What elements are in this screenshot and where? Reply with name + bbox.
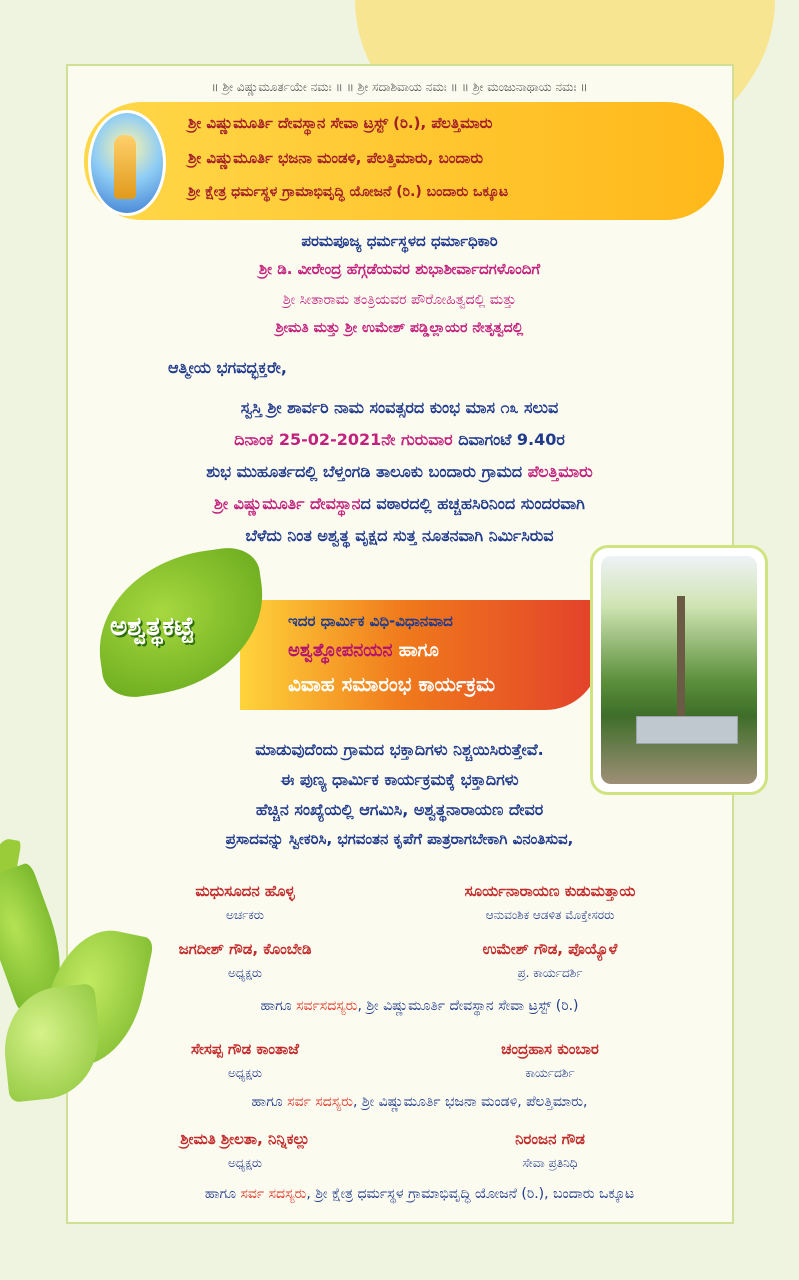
invite-line-3: ಹೆಚ್ಚಿನ ಸಂಖ್ಯೆಯಲ್ಲಿ ಆಗಮಿಸಿ, ಅಶ್ವತ್ಥನಾರಾಯಣ ದೇವರ bbox=[255, 800, 544, 819]
ceremony-line-2 bbox=[288, 640, 439, 661]
signatory-name: ಉಮೇಶ್ ಗೌಡ, ಪೊಯ್ಯೊಳೆ bbox=[482, 940, 618, 958]
signatory-role: ಅಧ್ಯಕ್ಷರು bbox=[228, 1156, 262, 1170]
ceremony-line-3: ವಿವಾಹ ಸಮಾರಂಭ ಕಾರ್ಯಕ್ರಮ bbox=[288, 672, 496, 696]
signatory-role: ಅಧ್ಯಕ್ಷರು bbox=[228, 1066, 262, 1080]
body-line-4 bbox=[0, 494, 799, 514]
signatory-role: ಪ್ರ. ಕಾರ್ಯದರ್ಶಿ bbox=[517, 966, 583, 980]
blessing-line-1: ಪರಮಪೂಜ್ಯ ಧರ್ಮಸ್ಥಳದ ಧರ್ಮಾಧಿಕಾರಿ bbox=[301, 232, 498, 250]
mantra-line: ॥ ಶ್ರೀ ವಿಷ್ಣುಮೂರ್ತಯೇ ನಮಃ ॥ ॥ ಶ್ರೀ ಸದಾಶಿವಾಯ ನಮಃ ॥ ॥ ಶ್ರೀ ಮಂಜುನಾಥಾಯ ನಮಃ ॥ bbox=[211, 80, 588, 94]
body-line-3-text: ಶುಭ ಮುಹೂರ್ತದಲ್ಲಿ ಬೆಳ್ತಂಗಡಿ ತಾಲೂಕು ಬಂದಾರು ಗ್ರಾಮದ bbox=[206, 462, 528, 481]
signatory-role: ಅರ್ಚಕರು bbox=[226, 908, 264, 922]
blessing-line-2: ಶ್ರೀ ಡಿ. ವೀರೇಂದ್ರ ಹೆಗ್ಗಡೆಯವರ ಶುಭಾಶೀರ್ವಾದಗಳೊಂದಿಗೆ bbox=[258, 260, 541, 278]
footer-and: ಹಾಗೂ bbox=[260, 998, 297, 1014]
invite-line-1: ಮಾಡುವುದೆಂದು ಗ್ರಾಮದ ಭಕ್ತಾದಿಗಳು ನಿಶ್ಚಯಿಸಿರುತ್ತೇವೆ. bbox=[255, 740, 544, 759]
signatory-name: ಮಧುಸೂದನ ಹೊಳ್ಳ bbox=[195, 882, 295, 900]
signatory-name: ಶ್ರೀಮತಿ ಶ್ರೀಲತಾ, ನಿನ್ನಿಕಲ್ಲು bbox=[180, 1130, 310, 1148]
body-line-3 bbox=[0, 462, 799, 482]
banner-line-3: ಶ್ರೀ ಕ್ಷೇತ್ರ ಧರ್ಮಸ್ಥಳ ಗ್ರಾಮಾಭಿವೃದ್ಧಿ ಯೋಜನೆ (ರಿ.) ಬಂದಾರು ಒಕ್ಕೂಟ bbox=[188, 184, 509, 200]
invite-line-2: ಈ ಪುಣ್ಯ ಧಾರ್ಮಿಕ ಕಾರ್ಯಕ್ರಮಕ್ಕೆ ಭಕ್ತಾದಿಗಳು bbox=[280, 770, 519, 789]
signatory-role: ಅಧ್ಯಕ್ಷರು bbox=[228, 966, 262, 980]
leaf-title: ಅಶ್ವತ್ಥಕಟ್ಟೆ bbox=[110, 612, 195, 642]
signatory-name: ಸೇಸಪ್ಪ ಗೌಡ ಕಾಂತಾಜೆ bbox=[191, 1040, 299, 1058]
signatory-role: ಸೇವಾ ಪ್ರತಿನಿಧಿ bbox=[522, 1156, 578, 1170]
footer-members: ಸರ್ವ ಸದಸ್ಯರು bbox=[287, 1094, 353, 1110]
signatory-role: ಆನುವಂಶಿಕ ಆಡಳಿತ ಮೊಕ್ತೇಸರರು bbox=[485, 908, 615, 922]
body-line-1: ಸ್ವಸ್ತಿ ಶ್ರೀ ಶಾರ್ವರಿ ನಾಮ ಸಂವತ್ಸರದ ಕುಂಭ ಮಾಸ ೧೩ ಸಲುವ bbox=[240, 398, 559, 417]
footer-org: , ಶ್ರೀ ಕ್ಷೇತ್ರ ಧರ್ಮಸ್ಥಳ ಗ್ರಾಮಾಭಿವೃದ್ಧಿ ಯೋಜನೆ (ರಿ.), ಬಂದಾರು ಒಕ್ಕೂಟ bbox=[306, 1186, 635, 1202]
body-line-2 bbox=[0, 430, 799, 450]
group1-footer bbox=[0, 998, 799, 1014]
invite-line-4: ಪ್ರಸಾದವನ್ನು ಸ್ವೀಕರಿಸಿ, ಭಗವಂತನ ಕೃಪೆಗೆ ಪಾತ್ರರಾಗಬೇಕಾಗಿ ವಿನಂತಿಸುವ, bbox=[225, 830, 574, 848]
body-line-5: ಬೆಳೆದು ನಿಂತ ಅಶ್ವತ್ಥ ವೃಕ್ಷದ ಸುತ್ತ ನೂತನವಾಗಿ ನಿರ್ಮಿಸಿರುವ bbox=[245, 526, 554, 545]
group2-footer bbox=[0, 1094, 799, 1110]
banner-line-1: ಶ್ರೀ ವಿಷ್ಣುಮೂರ್ತಿ ದೇವಸ್ಥಾನ ಸೇವಾ ಟ್ರಸ್ಟ್ (ರಿ.), ಪೆಲತ್ತಿಮಾರು bbox=[188, 114, 493, 132]
signatory-role: ಕಾರ್ಯದರ್ಶಿ bbox=[525, 1066, 575, 1080]
footer-members: ಸರ್ವ ಸದಸ್ಯರು bbox=[240, 1186, 307, 1202]
temple-name: ಶ್ರೀ ವಿಷ್ಣುಮೂರ್ತಿ ದೇವಸ್ಥಾನ bbox=[214, 494, 361, 513]
blessing-line-4: ಶ್ರೀಮತಿ ಮತ್ತು ಶ್ರೀ ಉಮೇಶ್ ಪಡ್ಡಿಲ್ಲಾಯರ ನೇತೃತ್ವದಲ್ಲಿ bbox=[275, 320, 524, 336]
footer-and: ಹಾಗೂ bbox=[251, 1094, 288, 1110]
event-date: ದಿನಾಂಕ 25-02-2021ನೇ ಗುರುವಾರ bbox=[234, 430, 453, 449]
signatory-name: ಸೂರ್ಯನಾರಾಯಣ ಕುಡುಮತ್ತಾಯ bbox=[464, 882, 636, 900]
event-time: ದಿವಾಗಂಟೆ 9.40ರ bbox=[452, 430, 565, 449]
ceremony-name: ಅಶ್ವತ್ಥೋಪನಯನ bbox=[288, 640, 393, 661]
footer-and: ಹಾಗೂ bbox=[204, 1186, 241, 1202]
ceremony-line-1: ಇದರ ಧಾರ್ಮಿಕ ವಿಧಿ-ವಿಧಾನವಾದ bbox=[288, 612, 453, 630]
group3-footer bbox=[0, 1186, 799, 1202]
village-name: ಪೆಲತ್ತಿಮಾರು bbox=[527, 462, 593, 481]
blessing-line-3: ಶ್ರೀ ಸೀತಾರಾಮ ತಂತ್ರಿಯವರ ಪೌರೋಹಿತ್ವದಲ್ಲಿ ಮತ್ತು bbox=[282, 292, 517, 308]
tree-trunk bbox=[677, 596, 685, 726]
greeting: ಆತ್ಮೀಯ ಭಗವದ್ಭಕ್ತರೇ, bbox=[168, 358, 287, 377]
deity-figure bbox=[114, 135, 136, 199]
signatory-name: ನಿರಂಜನ ಗೌಡ bbox=[515, 1130, 585, 1148]
footer-org: , ಶ್ರೀ ವಿಷ್ಣುಮೂರ್ತಿ ಭಜನಾ ಮಂಡಳಿ, ಪೆಲತ್ತಿಮಾರು, bbox=[352, 1094, 588, 1110]
ceremony-and: ಹಾಗೂ bbox=[392, 640, 439, 661]
footer-members: ಸರ್ವಸದಸ್ಯರು bbox=[296, 998, 358, 1014]
banner-line-2: ಶ್ರೀ ವಿಷ್ಣುಮೂರ್ತಿ ಭಜನಾ ಮಂಡಳಿ, ಪೆಲತ್ತಿಮಾರು, ಬಂದಾರು bbox=[188, 149, 484, 167]
signatory-name: ಚಂದ್ರಹಾಸ ಕುಂಬಾರ bbox=[501, 1040, 599, 1058]
footer-org: , ಶ್ರೀ ವಿಷ್ಣುಮೂರ್ತಿ ದೇವಸ್ಥಾನ ಸೇವಾ ಟ್ರಸ್ಟ್ (ರಿ.) bbox=[357, 998, 579, 1014]
signatory-name: ಜಗದೀಶ್ ಗೌಡ, ಕೊಂಬೇಡಿ bbox=[178, 940, 312, 958]
body-line-4-text: ದ ವಠಾರದಲ್ಲಿ ಹಚ್ಚಹಸಿರಿನಿಂದ ಸುಂದರವಾಗಿ bbox=[360, 494, 585, 513]
